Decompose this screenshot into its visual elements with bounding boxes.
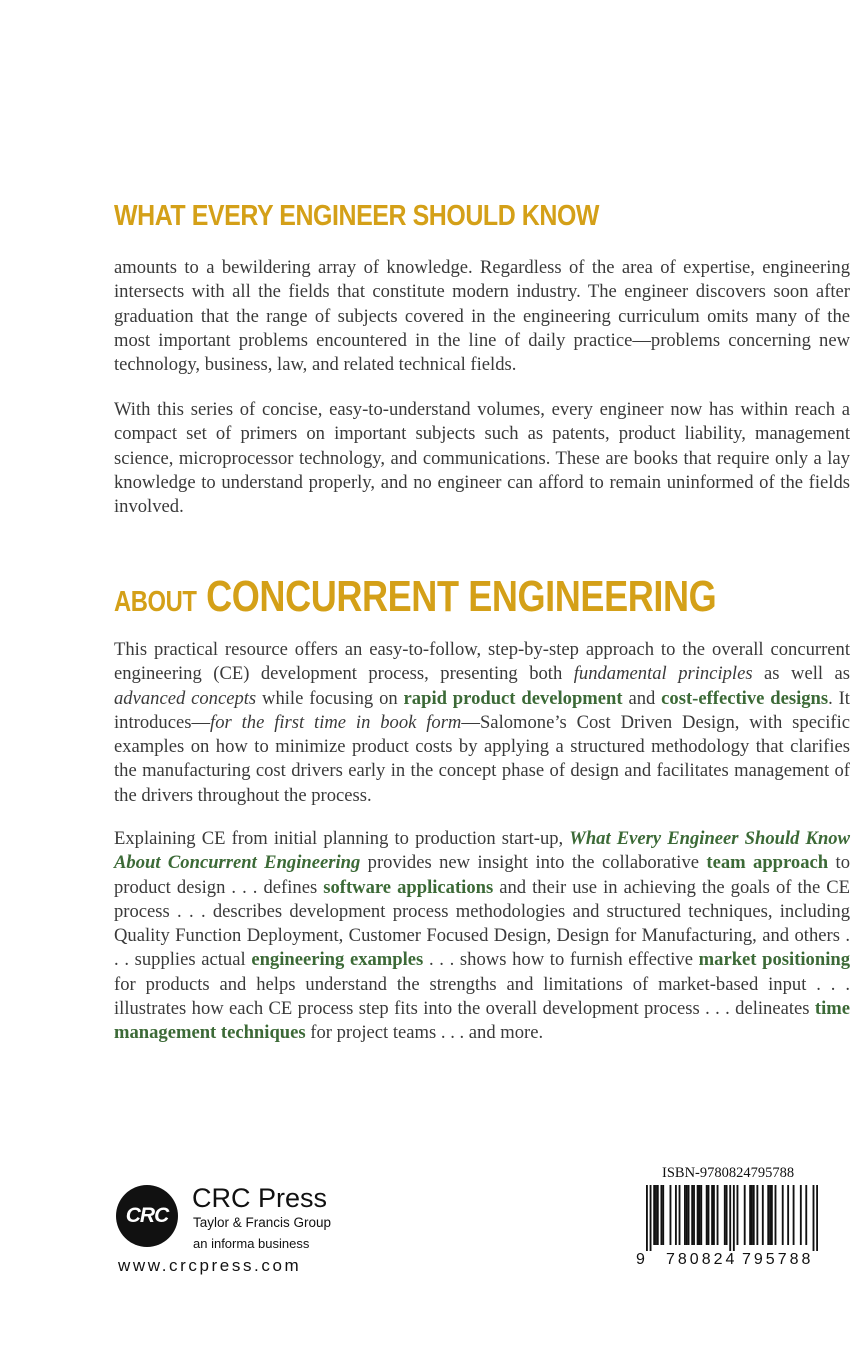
barcode-bar: [753, 1185, 755, 1245]
barcode-icon: [646, 1185, 818, 1251]
about-heading-prefix: ABOUT: [114, 586, 197, 618]
barcode-bar: [706, 1185, 708, 1245]
barcode-digit-first: 9: [636, 1251, 645, 1268]
barcode-bar: [675, 1185, 677, 1245]
publisher-logo-block: [116, 1180, 356, 1280]
crc-logo-text: CRC: [125, 1204, 169, 1227]
barcode-bar: [724, 1185, 726, 1245]
barcode-bar: [655, 1185, 657, 1245]
barcode-bar: [813, 1185, 815, 1251]
barcode-bar: [660, 1185, 662, 1245]
barcode-bar: [662, 1185, 664, 1245]
barcode-bar: [708, 1185, 710, 1245]
barcode-bar: [775, 1185, 777, 1245]
barcode-bar: [670, 1185, 672, 1245]
barcode-block: [636, 1162, 818, 1282]
barcode-bar: [686, 1185, 688, 1245]
barcode-bar: [679, 1185, 681, 1245]
barcode-bar: [699, 1185, 701, 1245]
barcode-bar: [646, 1185, 648, 1251]
barcode-bar: [650, 1185, 652, 1251]
series-paragraph-2: With this series of concise, easy-to-understand volumes, every engineer now has within reach a compact set of primers on important subjects such as patents, product liability, management science, microprocessor technology, and communications. These are books that require only a lay knowledge to understand properly, and no engineer can afford to remain uninformed of the fields involved.: [114, 399, 850, 518]
barcode-bar: [657, 1185, 659, 1245]
barcode-bar: [688, 1185, 690, 1245]
barcode-bar: [684, 1185, 686, 1245]
barcode-bar: [693, 1185, 695, 1245]
about-paragraph-2: Explaining CE from initial planning to production start-up, What Every Engineer Should Know About Concurrent Engineering provides new insight into the collaborative team approach to product design . . . defines software applications and their use in achieving the goals of the CE process . . . describes development process methodologies and structured techniques, including Quality Function Deployment, Customer Focused Design, Design for Manufacturing, and others . . . supplies actual engineering examples . . . shows how to furnish effective market positioning for products and helps understand the strengths and limitations of market-based input . . . illustrates how each CE process step fits into the overall development process . . . delineates time management techniques for project teams . . . and more.: [114, 828, 851, 1044]
barcode-bar: [771, 1185, 773, 1245]
barcode-bar: [787, 1185, 789, 1245]
series-paragraph-1: amounts to a bewildering array of knowledge. Regardless of the area of expertise, engineering intersects with all the fields that constitute modern industry. The engineer discovers soon after graduation that the range of subjects covered in the engineering curriculum omits many of the most important problems encountered in the line of daily practice—problems concerning new technology, business, law, and related technical fields.: [114, 257, 850, 376]
isbn-label: ISBN-9780824795788: [662, 1165, 795, 1181]
barcode-bar: [653, 1185, 655, 1245]
barcode-bar: [800, 1185, 802, 1245]
barcode-bar: [729, 1185, 731, 1251]
publisher-group: Taylor & Francis Group: [193, 1215, 332, 1230]
barcode-bar: [793, 1185, 795, 1245]
barcode-bar: [767, 1185, 769, 1245]
barcode-bar: [717, 1185, 719, 1245]
barcode-bar: [805, 1185, 807, 1245]
barcode-bar: [751, 1185, 753, 1245]
barcode-bar: [713, 1185, 715, 1245]
barcode-digits-right: 795788: [742, 1251, 814, 1268]
barcode-bar: [762, 1185, 764, 1245]
barcode-bar: [711, 1185, 713, 1245]
barcode-bar: [733, 1185, 735, 1251]
barcode-bar: [726, 1185, 728, 1245]
about-heading-title: CONCURRENT ENGINEERING: [206, 572, 717, 621]
publisher-url[interactable]: www.crcpress.com: [118, 1256, 302, 1275]
barcode-bar: [744, 1185, 746, 1245]
barcode-bar: [737, 1185, 739, 1245]
about-paragraph-1: This practical resource offers an easy-to-follow, step-by-step approach to the overall concurrent engineering (CE) development process, presenting both fundamental principles as well as advanced concepts while focusing on rapid product development and cost-effective designs. It introduces—for the first time in book form—Salomone’s Cost Driven Design, with specific examples on how to minimize product costs by applying a structured methodology that clarifies the manufacturing cost drivers early in the concept phase of design and facilitates management of the drivers throughout the process.: [114, 639, 850, 806]
publisher-name: CRC Press: [192, 1183, 328, 1213]
about-heading: [114, 572, 716, 622]
crc-logo-icon: [116, 1185, 178, 1247]
series-heading: WHAT EVERY ENGINEER SHOULD KNOW: [114, 200, 600, 232]
barcode-bar: [691, 1185, 693, 1245]
barcode-bar: [700, 1185, 702, 1245]
barcode-bar: [756, 1185, 758, 1245]
barcode-digits-left: 780824: [666, 1251, 738, 1268]
barcode-bar: [816, 1185, 818, 1251]
barcode-bar: [769, 1185, 771, 1245]
barcode-bar: [697, 1185, 699, 1245]
barcode-bar: [749, 1185, 751, 1245]
publisher-informa: an informa business: [193, 1236, 310, 1251]
barcode-bar: [782, 1185, 784, 1245]
